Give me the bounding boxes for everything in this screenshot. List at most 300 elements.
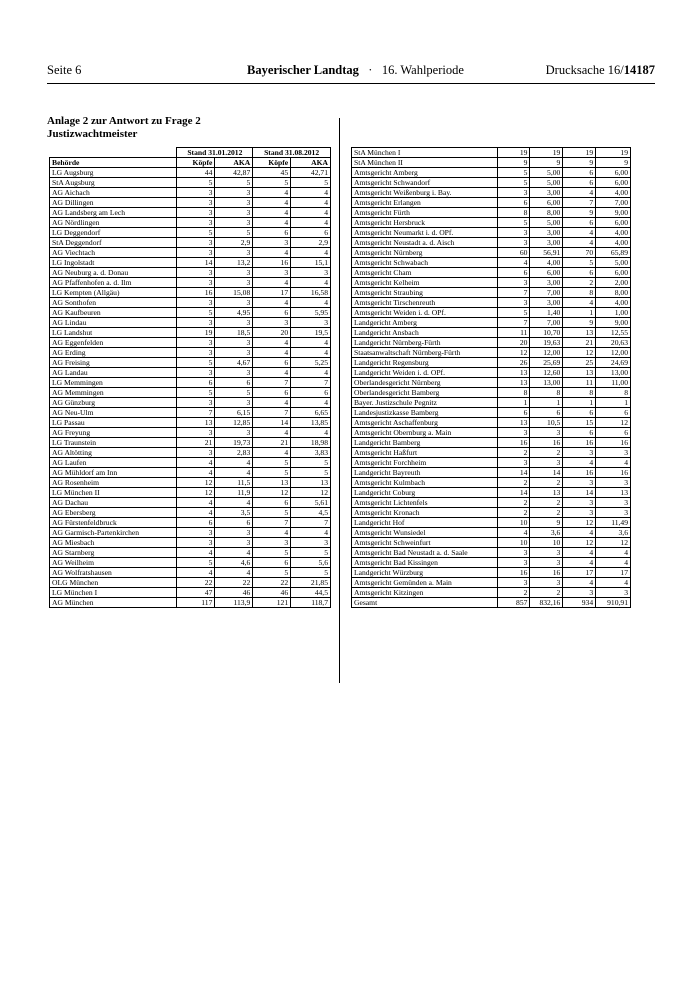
- cell-koepfe-jan: 3: [497, 558, 530, 568]
- cell-aka-jan: 4: [215, 498, 253, 508]
- cell-aka-jan: 9: [530, 518, 563, 528]
- cell-koepfe-jan: 3: [177, 318, 215, 328]
- cell-aka-aug: 65,89: [596, 248, 631, 258]
- cell-koepfe-jan: 4: [177, 548, 215, 558]
- table-row: [352, 488, 631, 498]
- cell-aka-jan: 3: [215, 208, 253, 218]
- cell-behoerde: Amtsgericht Kitzingen: [352, 588, 498, 598]
- cell-behoerde: Landgericht Nürnberg-Fürth: [352, 338, 498, 348]
- cell-koepfe-jan: 5: [497, 218, 530, 228]
- cell-koepfe-aug: 8: [563, 288, 596, 298]
- cell-behoerde: AG Dillingen: [50, 198, 177, 208]
- cell-aka-aug: 3: [291, 318, 331, 328]
- table-row: [50, 208, 331, 218]
- cell-aka-jan: 3: [530, 428, 563, 438]
- cell-aka-aug: 5: [291, 458, 331, 468]
- cell-aka-jan: 5: [215, 178, 253, 188]
- cell-behoerde: LG München I: [50, 588, 177, 598]
- cell-koepfe-jan: 6: [497, 268, 530, 278]
- cell-koepfe-jan: 13: [497, 418, 530, 428]
- cell-behoerde: AG Kaufbeuren: [50, 308, 177, 318]
- cell-behoerde: Landesjustizkasse Bamberg: [352, 408, 498, 418]
- cell-koepfe-jan: 12: [497, 348, 530, 358]
- cell-behoerde: LG Memmingen: [50, 378, 177, 388]
- cell-behoerde: AG Freising: [50, 358, 177, 368]
- cell-koepfe-jan: 3: [177, 428, 215, 438]
- cell-koepfe-aug: 934: [563, 598, 596, 608]
- cell-behoerde: Amtsgericht Schweinfurt: [352, 538, 498, 548]
- empty-corner-cell: [50, 148, 177, 158]
- table-row: [352, 228, 631, 238]
- cell-koepfe-aug: 4: [253, 208, 291, 218]
- cell-koepfe-aug: 13: [253, 478, 291, 488]
- cell-koepfe-jan: 3: [177, 398, 215, 408]
- table-row: [50, 378, 331, 388]
- cell-aka-jan: 3,00: [530, 278, 563, 288]
- cell-aka-aug: 11,00: [596, 378, 631, 388]
- cell-aka-jan: 1,40: [530, 308, 563, 318]
- table-row: [50, 328, 331, 338]
- cell-behoerde: AG Ebersberg: [50, 508, 177, 518]
- cell-aka-jan: 4,6: [215, 558, 253, 568]
- cell-aka-jan: 22: [215, 578, 253, 588]
- cell-koepfe-jan: 19: [497, 148, 530, 158]
- cell-koepfe-jan: 3: [177, 188, 215, 198]
- cell-behoerde: OLG München: [50, 578, 177, 588]
- cell-behoerde: Amtsgericht Nürnberg: [352, 248, 498, 258]
- cell-behoerde: AG Wolfratshausen: [50, 568, 177, 578]
- cell-koepfe-aug: 7: [253, 518, 291, 528]
- cell-aka-aug: 4: [596, 458, 631, 468]
- cell-behoerde: LG Ingolstadt: [50, 258, 177, 268]
- cell-behoerde: AG Laufen: [50, 458, 177, 468]
- cell-aka-jan: 14: [530, 468, 563, 478]
- cell-koepfe-aug: 6: [563, 218, 596, 228]
- cell-koepfe-jan: 857: [497, 598, 530, 608]
- table-row: [352, 268, 631, 278]
- cell-koepfe-aug: 11: [563, 378, 596, 388]
- cell-aka-aug: 4: [291, 348, 331, 358]
- cell-koepfe-aug: 4: [563, 578, 596, 588]
- cell-koepfe-jan: 7: [497, 318, 530, 328]
- cell-aka-jan: 10,5: [530, 418, 563, 428]
- column-header-aka: AKA: [291, 158, 331, 168]
- table-row: [50, 498, 331, 508]
- cell-aka-jan: 19,73: [215, 438, 253, 448]
- cell-behoerde: Gesamt: [352, 598, 498, 608]
- cell-koepfe-jan: 3: [177, 268, 215, 278]
- cell-aka-jan: 4: [215, 568, 253, 578]
- cell-aka-jan: 7,00: [530, 288, 563, 298]
- cell-aka-jan: 12,85: [215, 418, 253, 428]
- cell-koepfe-aug: 25: [563, 358, 596, 368]
- cell-aka-aug: 4,00: [596, 238, 631, 248]
- cell-koepfe-jan: 3: [177, 298, 215, 308]
- cell-koepfe-aug: 6: [253, 308, 291, 318]
- cell-koepfe-aug: 4: [253, 218, 291, 228]
- cell-aka-jan: 3: [215, 528, 253, 538]
- table-row: [50, 438, 331, 448]
- cell-koepfe-aug: 5: [253, 568, 291, 578]
- cell-aka-jan: 6,00: [530, 198, 563, 208]
- cell-koepfe-aug: 4: [563, 228, 596, 238]
- cell-aka-aug: 4,00: [596, 228, 631, 238]
- cell-aka-jan: 18,5: [215, 328, 253, 338]
- cell-koepfe-aug: 6: [253, 388, 291, 398]
- cell-aka-aug: 3: [291, 538, 331, 548]
- cell-behoerde: Landgericht Weiden i. d. OPf.: [352, 368, 498, 378]
- cell-koepfe-jan: 3: [177, 348, 215, 358]
- cell-aka-jan: 5,00: [530, 178, 563, 188]
- cell-behoerde: Landgericht Bayreuth: [352, 468, 498, 478]
- cell-aka-jan: 5,00: [530, 168, 563, 178]
- cell-koepfe-jan: 7: [177, 408, 215, 418]
- cell-aka-jan: 5: [215, 388, 253, 398]
- cell-behoerde: AG Landsberg am Lech: [50, 208, 177, 218]
- cell-koepfe-aug: 3: [253, 318, 291, 328]
- cell-behoerde: Landgericht Regensburg: [352, 358, 498, 368]
- cell-aka-jan: 16: [530, 568, 563, 578]
- cell-aka-jan: 6: [215, 518, 253, 528]
- table-row: [50, 458, 331, 468]
- cell-aka-aug: 16: [596, 438, 631, 448]
- cell-aka-aug: 42,71: [291, 168, 331, 178]
- cell-aka-jan: 4: [215, 468, 253, 478]
- cell-behoerde: AG Rosenheim: [50, 478, 177, 488]
- table-row: [352, 368, 631, 378]
- cell-koepfe-aug: 5: [253, 178, 291, 188]
- table-row: [352, 558, 631, 568]
- cell-aka-aug: 2,00: [596, 278, 631, 288]
- table-row: [352, 318, 631, 328]
- cell-behoerde: LG Landshut: [50, 328, 177, 338]
- cell-aka-jan: 46: [215, 588, 253, 598]
- cell-aka-jan: 2,9: [215, 238, 253, 248]
- cell-koepfe-jan: 3: [177, 198, 215, 208]
- cell-behoerde: LG München II: [50, 488, 177, 498]
- table-row: [352, 308, 631, 318]
- cell-koepfe-aug: 4: [253, 248, 291, 258]
- cell-behoerde: AG Fürstenfeldbruck: [50, 518, 177, 528]
- table-row: [352, 238, 631, 248]
- cell-behoerde: AG München: [50, 598, 177, 608]
- cell-behoerde: AG Pfaffenhofen a. d. Ilm: [50, 278, 177, 288]
- cell-aka-jan: 12,60: [530, 368, 563, 378]
- cell-aka-jan: 3,00: [530, 298, 563, 308]
- cell-aka-aug: 6: [596, 428, 631, 438]
- cell-koepfe-aug: 3: [253, 268, 291, 278]
- table-row: [50, 448, 331, 458]
- cell-koepfe-jan: 44: [177, 168, 215, 178]
- cell-koepfe-jan: 22: [177, 578, 215, 588]
- cell-aka-aug: 4,00: [596, 188, 631, 198]
- cell-koepfe-aug: 17: [253, 288, 291, 298]
- cell-koepfe-aug: 12: [563, 348, 596, 358]
- table-row: [50, 168, 331, 178]
- cell-aka-jan: 3: [215, 428, 253, 438]
- cell-koepfe-jan: 16: [497, 438, 530, 448]
- table-row: [50, 398, 331, 408]
- table-column-header-row: [50, 158, 331, 168]
- cell-behoerde: AG Nördlingen: [50, 218, 177, 228]
- cell-aka-aug: 4: [291, 398, 331, 408]
- cell-aka-jan: 2: [530, 588, 563, 598]
- page-header: [47, 63, 655, 83]
- table-row: [352, 378, 631, 388]
- cell-aka-jan: 5,00: [530, 218, 563, 228]
- cell-behoerde: AG Neuburg a. d. Donau: [50, 268, 177, 278]
- cell-aka-jan: 16: [530, 438, 563, 448]
- cell-behoerde: Amtsgericht Forchheim: [352, 458, 498, 468]
- cell-aka-jan: 3: [215, 218, 253, 228]
- cell-behoerde: Amtsgericht Neustadt a. d. Aisch: [352, 238, 498, 248]
- cell-aka-jan: 9: [530, 158, 563, 168]
- cell-aka-aug: 19: [596, 148, 631, 158]
- cell-behoerde: LG Passau: [50, 418, 177, 428]
- cell-koepfe-jan: 5: [177, 228, 215, 238]
- table-row: [50, 188, 331, 198]
- cell-behoerde: Amtsgericht Gemünden a. Main: [352, 578, 498, 588]
- table-row: [352, 178, 631, 188]
- cell-behoerde: StA München II: [352, 158, 498, 168]
- cell-aka-aug: 910,91: [596, 598, 631, 608]
- cell-koepfe-aug: 21: [253, 438, 291, 448]
- page-number: Seite 6: [47, 63, 82, 77]
- cell-aka-jan: 19,63: [530, 338, 563, 348]
- cell-koepfe-jan: 1: [497, 398, 530, 408]
- cell-behoerde: Amtsgericht Schwabach: [352, 258, 498, 268]
- cell-koepfe-aug: 9: [563, 318, 596, 328]
- cell-koepfe-aug: 4: [253, 278, 291, 288]
- table-row: [352, 288, 631, 298]
- cell-behoerde: Amtsgericht Weißenburg i. Bay.: [352, 188, 498, 198]
- group-header-aug-2012: Stand 31.08.2012: [253, 148, 331, 158]
- cell-behoerde: LG Kempten (Allgäu): [50, 288, 177, 298]
- cell-behoerde: Landgericht Hof: [352, 518, 498, 528]
- table-row: [50, 468, 331, 478]
- cell-koepfe-jan: 16: [497, 568, 530, 578]
- table-row: [50, 408, 331, 418]
- table-row: [50, 268, 331, 278]
- cell-koepfe-aug: 20: [253, 328, 291, 338]
- cell-behoerde: AG Mühldorf am Inn: [50, 468, 177, 478]
- cell-aka-aug: 5,61: [291, 498, 331, 508]
- cell-aka-jan: 3,00: [530, 228, 563, 238]
- cell-aka-jan: 2: [530, 508, 563, 518]
- cell-aka-jan: 3: [215, 348, 253, 358]
- cell-aka-jan: 6,00: [530, 268, 563, 278]
- cell-koepfe-jan: 10: [497, 538, 530, 548]
- header-rule: [47, 83, 655, 84]
- table-row: [50, 418, 331, 428]
- cell-koepfe-aug: 121: [253, 598, 291, 608]
- table-row: [50, 218, 331, 228]
- cell-aka-aug: 7,00: [596, 198, 631, 208]
- cell-behoerde: LG Traunstein: [50, 438, 177, 448]
- cell-behoerde: Amtsgericht Fürth: [352, 208, 498, 218]
- document-reference: [546, 63, 655, 78]
- table-row: [352, 498, 631, 508]
- cell-koepfe-aug: 17: [563, 568, 596, 578]
- cell-koepfe-aug: 4: [563, 238, 596, 248]
- cell-koepfe-aug: 22: [253, 578, 291, 588]
- cell-koepfe-jan: 5: [497, 168, 530, 178]
- table-row: [352, 458, 631, 468]
- table-row: [352, 508, 631, 518]
- cell-behoerde: Amtsgericht Bad Neustadt a. d. Saale: [352, 548, 498, 558]
- cell-aka-aug: 13: [596, 488, 631, 498]
- staff-table-right: [351, 147, 631, 608]
- cell-koepfe-aug: 3: [253, 238, 291, 248]
- cell-behoerde: Amtsgericht Straubing: [352, 288, 498, 298]
- table-row: [352, 188, 631, 198]
- cell-aka-aug: 6: [291, 228, 331, 238]
- cell-koepfe-aug: 6: [253, 558, 291, 568]
- cell-aka-jan: 11,9: [215, 488, 253, 498]
- cell-aka-jan: 12,00: [530, 348, 563, 358]
- cell-koepfe-aug: 12: [563, 518, 596, 528]
- cell-koepfe-aug: 5: [253, 548, 291, 558]
- table-row: [50, 318, 331, 328]
- cell-aka-aug: 2,9: [291, 238, 331, 248]
- cell-aka-jan: 3: [215, 188, 253, 198]
- cell-behoerde: AG Sonthofen: [50, 298, 177, 308]
- cell-koepfe-jan: 3: [177, 538, 215, 548]
- table-row: [352, 348, 631, 358]
- cell-koepfe-aug: 4: [253, 188, 291, 198]
- table-row: [50, 428, 331, 438]
- cell-aka-aug: 9: [596, 158, 631, 168]
- cell-aka-aug: 3: [596, 498, 631, 508]
- cell-koepfe-aug: 4: [563, 548, 596, 558]
- cell-koepfe-jan: 12: [177, 488, 215, 498]
- table-row: [50, 388, 331, 398]
- cell-aka-jan: 6: [530, 408, 563, 418]
- cell-aka-aug: 44,5: [291, 588, 331, 598]
- table-row: [352, 528, 631, 538]
- cell-koepfe-jan: 11: [497, 328, 530, 338]
- legislative-period: 16. Wahlperiode: [381, 63, 464, 77]
- cell-koepfe-jan: 14: [177, 258, 215, 268]
- cell-koepfe-aug: 5: [563, 258, 596, 268]
- table-row: [352, 448, 631, 458]
- cell-aka-jan: 1: [530, 398, 563, 408]
- cell-koepfe-jan: 12: [177, 478, 215, 488]
- cell-aka-aug: 5,00: [596, 258, 631, 268]
- cell-behoerde: AG Memmingen: [50, 388, 177, 398]
- cell-aka-aug: 4: [596, 578, 631, 588]
- cell-behoerde: Amtsgericht Cham: [352, 268, 498, 278]
- cell-aka-jan: 3: [215, 248, 253, 258]
- cell-aka-jan: 4: [215, 548, 253, 558]
- cell-aka-aug: 4: [291, 218, 331, 228]
- cell-behoerde: Landgericht Amberg: [352, 318, 498, 328]
- table-row: [352, 568, 631, 578]
- table-row: [50, 488, 331, 498]
- column-divider: [339, 118, 340, 683]
- cell-aka-aug: 5: [291, 468, 331, 478]
- cell-behoerde: Amtsgericht Erlangen: [352, 198, 498, 208]
- cell-aka-jan: 3: [530, 548, 563, 558]
- cell-behoerde: Landgericht Ansbach: [352, 328, 498, 338]
- cell-koepfe-aug: 6: [563, 168, 596, 178]
- cell-aka-jan: 4,00: [530, 258, 563, 268]
- cell-koepfe-aug: 14: [563, 488, 596, 498]
- cell-behoerde: Amtsgericht Obernburg a. Main: [352, 428, 498, 438]
- cell-koepfe-aug: 4: [253, 298, 291, 308]
- cell-koepfe-aug: 4: [563, 558, 596, 568]
- cell-aka-aug: 4: [291, 278, 331, 288]
- cell-aka-aug: 6,00: [596, 218, 631, 228]
- cell-koepfe-jan: 3: [177, 338, 215, 348]
- cell-aka-aug: 5,6: [291, 558, 331, 568]
- table-row: [50, 228, 331, 238]
- cell-aka-aug: 8,00: [596, 288, 631, 298]
- cell-aka-jan: 2: [530, 498, 563, 508]
- cell-koepfe-jan: 3: [177, 448, 215, 458]
- cell-koepfe-jan: 3: [177, 528, 215, 538]
- cell-behoerde: Amtsgericht Haßfurt: [352, 448, 498, 458]
- cell-aka-jan: 3: [215, 338, 253, 348]
- cell-aka-aug: 4: [291, 368, 331, 378]
- cell-koepfe-aug: 21: [563, 338, 596, 348]
- cell-koepfe-jan: 4: [497, 258, 530, 268]
- cell-koepfe-aug: 4: [253, 198, 291, 208]
- cell-behoerde: Amtsgericht Hersbruck: [352, 218, 498, 228]
- cell-koepfe-aug: 1: [563, 308, 596, 318]
- cell-behoerde: Amtsgericht Bad Kissingen: [352, 558, 498, 568]
- cell-aka-jan: 25,69: [530, 358, 563, 368]
- cell-koepfe-jan: 3: [497, 548, 530, 558]
- cell-koepfe-jan: 21: [177, 438, 215, 448]
- cell-koepfe-aug: 6: [563, 178, 596, 188]
- table-row: [352, 218, 631, 228]
- table-row: [352, 538, 631, 548]
- cell-koepfe-jan: 47: [177, 588, 215, 598]
- table-row: [50, 258, 331, 268]
- cell-aka-jan: 11,5: [215, 478, 253, 488]
- table-row: [352, 468, 631, 478]
- column-header-behoerde: Behörde: [50, 158, 177, 168]
- cell-aka-aug: 12,00: [596, 348, 631, 358]
- cell-koepfe-aug: 15: [563, 418, 596, 428]
- cell-aka-aug: 12: [596, 418, 631, 428]
- cell-koepfe-jan: 2: [497, 508, 530, 518]
- cell-behoerde: Amtsgericht Kulmbach: [352, 478, 498, 488]
- cell-aka-aug: 7: [291, 378, 331, 388]
- cell-aka-jan: 6,15: [215, 408, 253, 418]
- cell-behoerde: Amtsgericht Amberg: [352, 168, 498, 178]
- cell-koepfe-jan: 5: [177, 388, 215, 398]
- cell-koepfe-jan: 3: [177, 238, 215, 248]
- table-row: [352, 148, 631, 158]
- document-number: 14187: [623, 63, 655, 77]
- cell-koepfe-aug: 4: [253, 428, 291, 438]
- cell-behoerde: AG Miesbach: [50, 538, 177, 548]
- cell-behoerde: Amtsgericht Weiden i. d. OPf.: [352, 308, 498, 318]
- table-row: [352, 418, 631, 428]
- cell-aka-jan: 3,6: [530, 528, 563, 538]
- cell-koepfe-jan: 8: [497, 208, 530, 218]
- cell-koepfe-jan: 5: [497, 178, 530, 188]
- table-row: [352, 168, 631, 178]
- cell-aka-jan: 4: [215, 458, 253, 468]
- cell-behoerde: LG Deggendorf: [50, 228, 177, 238]
- cell-koepfe-aug: 45: [253, 168, 291, 178]
- cell-behoerde: AG Eggenfelden: [50, 338, 177, 348]
- cell-aka-jan: 2,83: [215, 448, 253, 458]
- table-row: [50, 358, 331, 368]
